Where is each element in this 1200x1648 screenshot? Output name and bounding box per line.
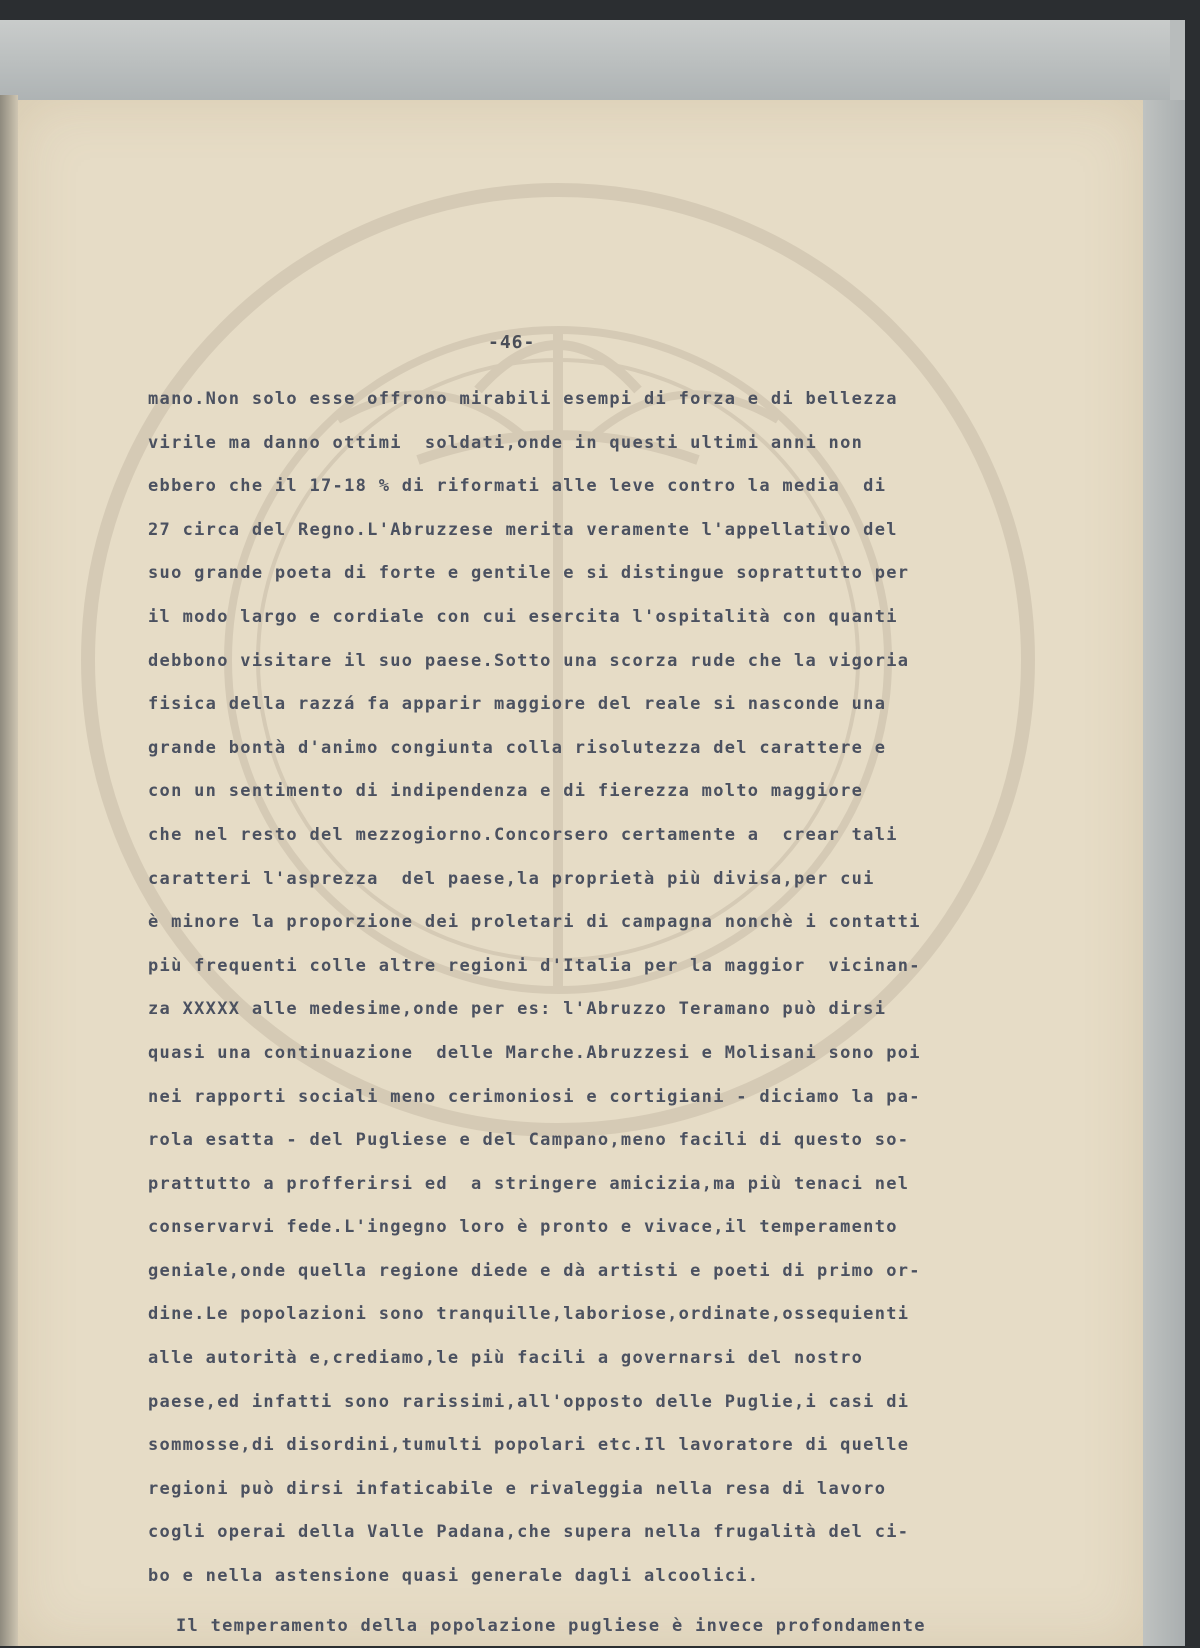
text-line: debbono visitare il suo paese.Sotto una scorza rude che la vigoria [148,650,910,671]
text-line: è minore la proporzione dei proletari di campagna nonchè i contatti [148,912,921,933]
paragraph-start-line: Il temperamento della popolazione pugliese è invece profondamente [176,1615,926,1636]
text-line: cogli operai della Valle Padana,che supera nella frugalità del ci- [148,1522,910,1543]
text-line: za XXXXX alle medesime,onde per es: l'Abruzzo Teramano può dirsi [148,999,887,1020]
text-line: il modo largo e cordiale con cui esercita l'ospitalità con quanti [148,606,898,627]
previous-page-edge [0,95,18,1646]
text-line: grande bontà d'animo congiunta colla risolutezza del carattere e [148,737,887,758]
text-line: più frequenti colle altre regioni d'Italia per la maggior vicinan- [148,955,921,976]
text-line: paese,ed infatti sono rarissimi,all'opposto delle Puglie,i casi di [148,1391,910,1412]
text-line: nei rapporti sociali meno cerimoniosi e cortigiani - diciamo la pa- [148,1086,921,1107]
page-number: -46- [488,332,536,353]
text-line: che nel resto del mezzogiorno.Concorsero certamente a crear tali [148,824,898,845]
text-line: rola esatta - del Pugliese e del Campano,meno facili di questo so- [148,1130,910,1151]
text-line: caratteri l'asprezza del paese,la proprietà più divisa,per cui [148,868,875,889]
text-line: suo grande poeta di forte e gentile e si distingue soprattutto per [148,563,910,584]
text-line: quasi una continuazione delle Marche.Abruzzesi e Molisani sono poi [148,1042,921,1063]
typewritten-text [148,378,1028,1648]
text-line: fisica della razzá fa apparir maggiore del reale si nasconde una [148,694,887,715]
text-line: virile ma danno ottimi soldati,onde in questi ultimi anni non [148,432,864,453]
text-line: con un sentimento di indipendenza e di fierezza molto maggiore [148,781,864,802]
text-line: conservarvi fede.L'ingegno loro è pronto e vivace,il temperamento [148,1217,898,1238]
text-line: geniale,onde quella regione diede e dà artisti e poeti di primo or- [148,1260,921,1281]
text-line: mano.Non solo esse offrono mirabili esempi di forza e di bellezza [148,389,898,409]
text-line: regioni può dirsi infaticabile e rivaleggia nella resa di lavoro [148,1478,887,1499]
text-line: dine.Le popolazioni sono tranquille,laboriose,ordinate,ossequienti [148,1304,910,1325]
text-line: 27 circa del Regno.L'Abruzzese merita veramente l'appellativo del [148,519,898,540]
text-line: bo e nella astensione quasi generale dagli alcoolici. [148,1566,760,1587]
text-line: prattutto a profferirsi ed a stringere amicizia,ma più tenaci nel [148,1173,910,1194]
text-line: alle autorità e,crediamo,le più facili a governarsi del nostro [148,1348,864,1369]
document-page [18,100,1143,1646]
text-line: ebbero che il 17-18 % di riformati alle leve contro la media di [148,476,887,497]
text-line: sommosse,di disordini,tumulti popolari etc.Il lavoratore di quelle [148,1435,910,1456]
folded-top-sheet [0,20,1170,100]
